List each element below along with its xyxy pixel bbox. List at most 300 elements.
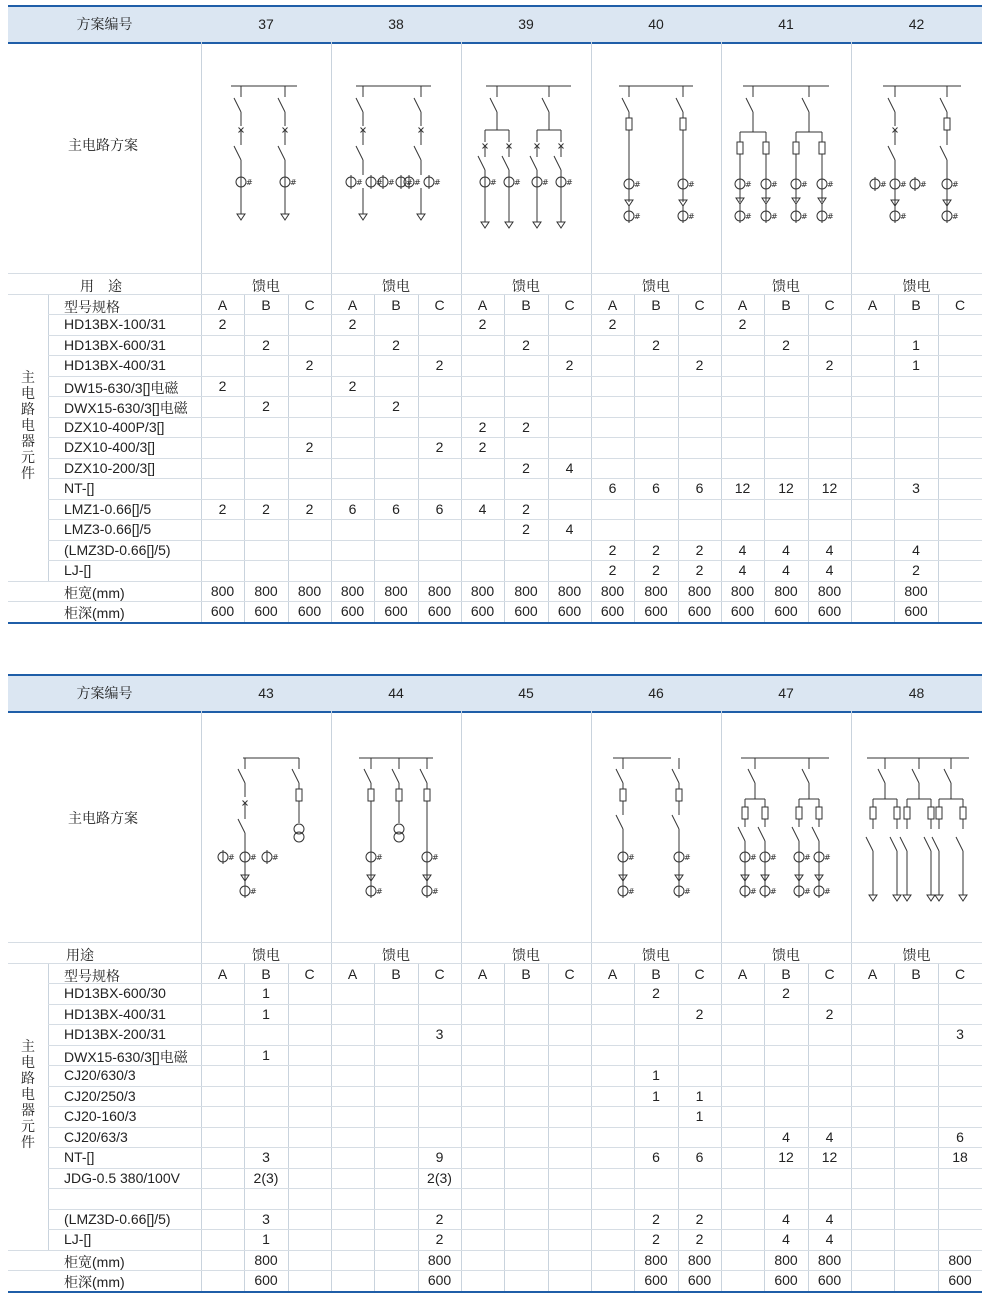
component-quantity: 2(3) xyxy=(427,1169,452,1186)
svg-text:#: # xyxy=(771,180,778,189)
component-quantity: 6 xyxy=(652,1149,660,1165)
component-quantity: 2 xyxy=(305,439,314,455)
svg-text:#: # xyxy=(801,180,808,189)
component-quantity: 3 xyxy=(912,480,920,496)
svg-text:#: # xyxy=(801,212,808,221)
component-quantity: 12 xyxy=(821,1149,838,1165)
component-quantity: 2 xyxy=(262,336,270,353)
component-quantity: 2 xyxy=(435,439,444,455)
svg-text:#: # xyxy=(272,853,279,862)
svg-text:#: # xyxy=(542,178,549,187)
cabinet-depth: 600 xyxy=(817,1272,842,1288)
svg-text:#: # xyxy=(827,212,834,221)
cabinet-depth: 600 xyxy=(254,603,278,619)
component-quantity: 1 xyxy=(652,1087,660,1104)
component-quantity: 2 xyxy=(218,316,227,332)
component-label: LMZ1-0.66[]/5 xyxy=(64,500,152,517)
scheme-number: 38 xyxy=(388,16,404,32)
cabinet-width: 800 xyxy=(644,1251,668,1268)
svg-text:#: # xyxy=(827,180,834,189)
component-label: HD13BX-100/31 xyxy=(64,316,166,332)
component-quantity: 1 xyxy=(262,1231,270,1247)
row-divider xyxy=(48,376,982,377)
svg-text:#: # xyxy=(745,180,752,189)
component-quantity: 2 xyxy=(652,985,660,1001)
component-quantity: 4 xyxy=(738,541,747,558)
component-quantity: 1 xyxy=(652,1067,660,1083)
row-divider xyxy=(8,273,982,274)
row-divider xyxy=(48,1209,982,1210)
svg-text:#: # xyxy=(684,887,691,896)
component-label: CJ20/63/3 xyxy=(64,1128,128,1145)
usage-value: 馈电 xyxy=(252,278,280,294)
sub-column-header: B xyxy=(391,965,401,982)
svg-text:#: # xyxy=(290,178,297,187)
component-quantity: 2 xyxy=(782,336,790,353)
component-quantity: 2 xyxy=(478,418,487,435)
component-quantity: 2 xyxy=(608,541,617,558)
component-label: DW15-630/3[]电磁 xyxy=(64,379,179,396)
component-quantity: 2 xyxy=(348,377,357,394)
svg-text:#: # xyxy=(684,853,691,862)
scheme-number: 46 xyxy=(648,685,664,701)
component-quantity: 12 xyxy=(821,480,838,496)
scheme-number: 42 xyxy=(908,16,925,32)
component-quantity: 4 xyxy=(912,541,920,558)
component-quantity: 4 xyxy=(478,500,487,517)
svg-text:#: # xyxy=(900,180,907,189)
cabinet-width: 800 xyxy=(644,582,668,599)
component-quantity: 18 xyxy=(952,1149,968,1165)
circuit-diagram-48 xyxy=(851,711,982,942)
cabinet-width: 800 xyxy=(600,582,625,599)
sub-column-header: C xyxy=(304,296,315,313)
component-quantity: 2 xyxy=(522,336,530,353)
circuit-diagram-47 xyxy=(721,711,851,942)
row-divider xyxy=(48,1106,982,1107)
component-quantity: 2 xyxy=(262,398,270,414)
component-label: LMZ3-0.66[]/5 xyxy=(64,521,152,537)
component-label: LJ-[] xyxy=(64,562,92,578)
component-quantity: 4 xyxy=(782,1210,790,1227)
cabinet-width: 800 xyxy=(687,1251,712,1268)
cabinet-depth: 600 xyxy=(644,1272,668,1288)
row-divider xyxy=(48,519,982,520)
cabinet-width: 800 xyxy=(557,582,582,599)
svg-text:#: # xyxy=(770,853,777,862)
cabinet-depth: 600 xyxy=(254,1272,278,1288)
sub-column-header: B xyxy=(521,296,531,313)
component-label: CJ20-160/3 xyxy=(64,1108,137,1124)
scheme-number: 47 xyxy=(778,685,794,701)
component-quantity: 2 xyxy=(522,521,530,537)
component-quantity: 2 xyxy=(652,541,660,558)
component-quantity: 2 xyxy=(218,377,227,394)
circuit-label: 主电路方案 xyxy=(68,810,138,826)
component-quantity: 2 xyxy=(435,1210,444,1227)
svg-text:#: # xyxy=(432,887,439,896)
sub-column-header: C xyxy=(954,296,966,313)
component-label: HD13BX-200/31 xyxy=(64,1026,166,1042)
sub-column-header: A xyxy=(347,965,358,982)
cabinet-depth: 600 xyxy=(948,1272,972,1288)
component-quantity: 3 xyxy=(435,1026,444,1042)
usage-value: 馈电 xyxy=(382,278,410,294)
sub-column-header: A xyxy=(737,296,748,313)
component-label: JDG-0.5 380/100V xyxy=(64,1169,180,1186)
component-label: DZX10-400/3[] xyxy=(64,439,156,455)
component-quantity: 1 xyxy=(912,336,920,353)
cabinet-width: 800 xyxy=(254,1251,278,1268)
component-label: DWX15-630/3[]电磁 xyxy=(64,400,188,416)
component-quantity: 2 xyxy=(218,500,227,517)
row-divider xyxy=(48,983,982,984)
header-label: 方案编号 xyxy=(76,685,133,701)
cabinet-depth: 600 xyxy=(210,603,235,619)
cabinet-depth: 600 xyxy=(427,603,452,619)
usage-value: 馈电 xyxy=(642,278,670,294)
svg-text:#: # xyxy=(920,180,927,189)
circuit-diagram-41 xyxy=(721,42,851,273)
row-divider xyxy=(8,601,982,602)
svg-text:#: # xyxy=(745,212,752,221)
row-divider xyxy=(48,355,982,356)
usage-value: 馈电 xyxy=(512,278,540,294)
cabinet-depth: 600 xyxy=(340,603,365,619)
row-divider xyxy=(48,499,982,500)
svg-text:#: # xyxy=(246,178,253,187)
component-quantity: 4 xyxy=(782,1128,790,1145)
svg-text:#: # xyxy=(434,178,441,187)
svg-text:#: # xyxy=(900,212,907,221)
component-quantity: 12 xyxy=(778,1149,794,1165)
svg-text:#: # xyxy=(770,887,777,896)
sub-column-header: A xyxy=(867,965,878,982)
svg-text:#: # xyxy=(406,178,413,187)
svg-text:#: # xyxy=(376,853,383,862)
table-bottom-rule xyxy=(8,1291,982,1293)
sub-column-header: A xyxy=(607,965,618,982)
component-quantity: 2 xyxy=(435,1231,444,1247)
cabinet-width: 800 xyxy=(384,582,408,599)
component-group-label: 主电路电器元件 xyxy=(21,1038,35,1150)
row-divider xyxy=(48,1229,982,1230)
component-quantity: 2 xyxy=(305,357,314,373)
component-quantity: 4 xyxy=(782,562,790,578)
component-quantity: 2 xyxy=(522,500,530,517)
depth-label: 柜深(mm) xyxy=(64,605,125,621)
component-quantity: 2 xyxy=(348,316,357,332)
component-quantity: 2 xyxy=(695,562,704,578)
component-quantity: 4 xyxy=(825,1128,834,1145)
row-divider xyxy=(48,540,982,541)
component-label: DZX10-200/3[] xyxy=(64,459,156,476)
sub-column-header: C xyxy=(694,965,705,982)
width-label: 柜宽(mm) xyxy=(64,1253,125,1270)
component-quantity: 2 xyxy=(305,500,314,517)
svg-text:#: # xyxy=(952,180,959,189)
svg-text:#: # xyxy=(880,180,887,189)
sub-column-header: B xyxy=(261,296,271,313)
cabinet-depth: 600 xyxy=(904,603,928,619)
circuit-diagram-44 xyxy=(331,711,461,942)
cabinet-depth: 600 xyxy=(470,603,495,619)
cabinet-width: 800 xyxy=(427,1251,452,1268)
sub-column-header: C xyxy=(824,296,835,313)
component-label: (LMZ3D-0.66[]/5) xyxy=(64,541,171,558)
cabinet-depth: 600 xyxy=(730,603,755,619)
sub-column-header: B xyxy=(781,296,791,313)
component-label: HD13BX-400/31 xyxy=(64,357,166,373)
component-quantity: 6 xyxy=(652,480,660,496)
row-divider xyxy=(8,1270,982,1271)
cabinet-depth: 600 xyxy=(774,1272,798,1288)
scheme-table-43-48 xyxy=(8,674,982,1293)
sub-column-header: B xyxy=(391,296,401,313)
svg-text:#: # xyxy=(634,212,641,221)
svg-text:#: # xyxy=(688,180,695,189)
sub-column-header: A xyxy=(607,296,618,313)
component-quantity: 3 xyxy=(262,1210,270,1227)
component-quantity: 6 xyxy=(348,500,357,517)
cabinet-width: 800 xyxy=(254,582,278,599)
table-header xyxy=(8,7,982,44)
component-quantity: 2 xyxy=(738,316,747,332)
sub-column-header: C xyxy=(954,965,966,982)
usage-value: 馈电 xyxy=(512,947,540,963)
svg-text:#: # xyxy=(490,178,497,187)
row-divider xyxy=(8,581,982,582)
row-divider xyxy=(48,458,982,459)
cabinet-width: 800 xyxy=(774,1251,798,1268)
cabinet-width: 800 xyxy=(687,582,712,599)
sub-column-header: B xyxy=(521,965,531,982)
sub-column-header: A xyxy=(867,296,878,313)
svg-text:#: # xyxy=(824,853,831,862)
component-label: (LMZ3D-0.66[]/5) xyxy=(64,1210,171,1227)
scheme-number: 43 xyxy=(258,685,274,701)
component-quantity: 2 xyxy=(608,562,617,578)
component-quantity: 4 xyxy=(565,459,574,476)
cabinet-width: 800 xyxy=(340,582,365,599)
component-quantity: 2 xyxy=(435,357,444,373)
svg-text:#: # xyxy=(250,887,257,896)
component-quantity: 6 xyxy=(956,1128,964,1145)
usage-value: 馈电 xyxy=(642,947,670,963)
sub-column-header: B xyxy=(781,965,791,982)
sub-column-header: C xyxy=(304,965,315,982)
svg-text:#: # xyxy=(432,853,439,862)
table-header xyxy=(8,676,982,713)
component-quantity: 4 xyxy=(825,1210,834,1227)
svg-text:#: # xyxy=(634,180,641,189)
usage-value: 馈电 xyxy=(772,278,800,294)
circuit-diagram-37 xyxy=(201,42,331,273)
svg-text:#: # xyxy=(414,178,421,187)
svg-text:#: # xyxy=(566,178,573,187)
sub-column-header: A xyxy=(477,296,488,313)
sub-column-header: A xyxy=(217,296,228,313)
row-divider xyxy=(48,1147,982,1148)
cabinet-depth: 600 xyxy=(644,603,668,619)
spec-label: 型号规格 xyxy=(64,298,120,315)
component-quantity: 2 xyxy=(695,541,704,558)
row-divider xyxy=(48,1086,982,1087)
component-quantity: 6 xyxy=(392,500,400,517)
svg-text:#: # xyxy=(804,887,811,896)
component-quantity: 4 xyxy=(782,541,790,558)
component-quantity: 6 xyxy=(695,480,704,496)
component-quantity: 2 xyxy=(825,357,834,373)
scheme-number: 40 xyxy=(648,16,664,32)
row-divider xyxy=(48,396,982,397)
svg-text:#: # xyxy=(771,212,778,221)
sub-column-header: C xyxy=(434,296,445,313)
width-label: 柜宽(mm) xyxy=(64,584,125,601)
row-divider xyxy=(48,1065,982,1066)
cabinet-width: 800 xyxy=(470,582,495,599)
svg-text:#: # xyxy=(250,853,257,862)
row-divider xyxy=(48,1004,982,1005)
component-label: NT-[] xyxy=(64,1149,95,1165)
circuit-diagram-38 xyxy=(331,42,461,273)
row-divider xyxy=(48,1188,982,1189)
component-quantity: 2 xyxy=(392,336,400,353)
svg-text:#: # xyxy=(628,887,635,896)
usage-value: 馈电 xyxy=(382,947,410,963)
circuit-label: 主电路方案 xyxy=(68,137,138,153)
sub-column-header: C xyxy=(434,965,445,982)
scheme-number: 41 xyxy=(778,16,794,32)
table-bottom-rule xyxy=(8,622,982,624)
component-label: NT-[] xyxy=(64,480,95,496)
component-quantity: 2 xyxy=(392,398,400,414)
usage-value: 馈电 xyxy=(902,947,931,963)
cabinet-depth: 600 xyxy=(600,603,625,619)
component-quantity: 2 xyxy=(825,1005,834,1022)
cabinet-depth: 600 xyxy=(687,1272,712,1288)
svg-text:#: # xyxy=(388,178,395,187)
scheme-number: 45 xyxy=(518,685,534,701)
cabinet-depth: 600 xyxy=(384,603,408,619)
sub-column-header: A xyxy=(737,965,748,982)
cabinet-width: 800 xyxy=(210,582,235,599)
circuit-diagram-40 xyxy=(591,42,721,273)
cabinet-depth: 600 xyxy=(297,603,322,619)
component-quantity: 2 xyxy=(782,985,790,1001)
component-label: HD13BX-600/30 xyxy=(64,985,166,1001)
scheme-number: 39 xyxy=(518,16,534,32)
row-divider xyxy=(48,1168,982,1169)
row-divider xyxy=(48,1024,982,1025)
component-quantity: 1 xyxy=(262,985,270,1001)
usage-label: 用途 xyxy=(66,947,94,963)
cabinet-width: 800 xyxy=(817,582,842,599)
row-divider xyxy=(48,1127,982,1128)
component-label: LJ-[] xyxy=(64,1231,92,1247)
depth-label: 柜深(mm) xyxy=(64,1274,125,1290)
component-quantity: 1 xyxy=(262,1046,270,1063)
usage-value: 馈电 xyxy=(252,947,280,963)
row-divider xyxy=(48,560,982,561)
svg-text:#: # xyxy=(750,887,757,896)
row-divider xyxy=(48,314,982,315)
sub-column-header: B xyxy=(261,965,271,982)
row-divider xyxy=(8,1250,982,1251)
cabinet-depth: 600 xyxy=(514,603,538,619)
component-quantity: 2 xyxy=(695,357,704,373)
component-label: HD13BX-400/31 xyxy=(64,1005,166,1022)
spec-label: 型号规格 xyxy=(64,967,120,984)
column-divider xyxy=(461,711,462,1291)
component-quantity: 2 xyxy=(478,316,487,332)
sub-column-header: C xyxy=(824,965,835,982)
component-quantity: 6 xyxy=(608,480,617,496)
usage-label: 用 途 xyxy=(80,278,122,294)
sub-column-header: A xyxy=(347,296,358,313)
component-quantity: 2 xyxy=(695,1231,704,1247)
component-label: CJ20/630/3 xyxy=(64,1067,136,1083)
svg-text:#: # xyxy=(376,887,383,896)
cabinet-depth: 600 xyxy=(817,603,842,619)
component-quantity: 12 xyxy=(778,480,794,496)
sub-column-header: B xyxy=(911,965,921,982)
cabinet-width: 800 xyxy=(948,1251,972,1268)
component-quantity: 2 xyxy=(522,459,530,476)
sub-column-header: A xyxy=(217,965,228,982)
component-quantity: 2 xyxy=(522,418,530,435)
svg-text:#: # xyxy=(228,853,235,862)
row-divider xyxy=(8,942,982,943)
cabinet-width: 800 xyxy=(774,582,798,599)
cabinet-width: 800 xyxy=(904,582,928,599)
row-divider xyxy=(48,1045,982,1046)
component-quantity: 1 xyxy=(262,1005,270,1022)
component-quantity: 2 xyxy=(262,500,270,517)
cabinet-depth: 600 xyxy=(687,603,712,619)
component-label: DZX10-400P/3[] xyxy=(64,418,165,435)
component-quantity: 4 xyxy=(825,562,834,578)
cabinet-depth: 600 xyxy=(427,1272,452,1288)
usage-value: 馈电 xyxy=(772,947,800,963)
circuit-diagram-46 xyxy=(591,711,721,942)
component-label: HD13BX-600/31 xyxy=(64,336,166,353)
component-quantity: 9 xyxy=(435,1149,444,1165)
component-quantity: 2 xyxy=(608,316,617,332)
circuit-diagram-42 xyxy=(851,42,982,273)
row-divider xyxy=(48,335,982,336)
component-quantity: 6 xyxy=(695,1149,704,1165)
scheme-number: 44 xyxy=(388,685,404,701)
svg-text:#: # xyxy=(688,212,695,221)
component-quantity: 2 xyxy=(652,336,660,353)
component-quantity: 2(3) xyxy=(253,1169,279,1186)
sub-column-header: B xyxy=(911,296,921,313)
sub-column-header: B xyxy=(651,296,661,313)
cabinet-width: 800 xyxy=(730,582,755,599)
cabinet-width: 800 xyxy=(297,582,322,599)
cabinet-width: 800 xyxy=(817,1251,842,1268)
svg-text:#: # xyxy=(628,853,635,862)
sub-column-header: C xyxy=(564,296,575,313)
sub-column-header: C xyxy=(694,296,705,313)
circuit-diagram-39 xyxy=(461,42,591,273)
usage-value: 馈电 xyxy=(902,278,931,294)
component-quantity: 3 xyxy=(956,1026,964,1042)
svg-text:#: # xyxy=(356,178,363,187)
svg-text:#: # xyxy=(514,178,521,187)
component-quantity: 4 xyxy=(825,1231,834,1247)
